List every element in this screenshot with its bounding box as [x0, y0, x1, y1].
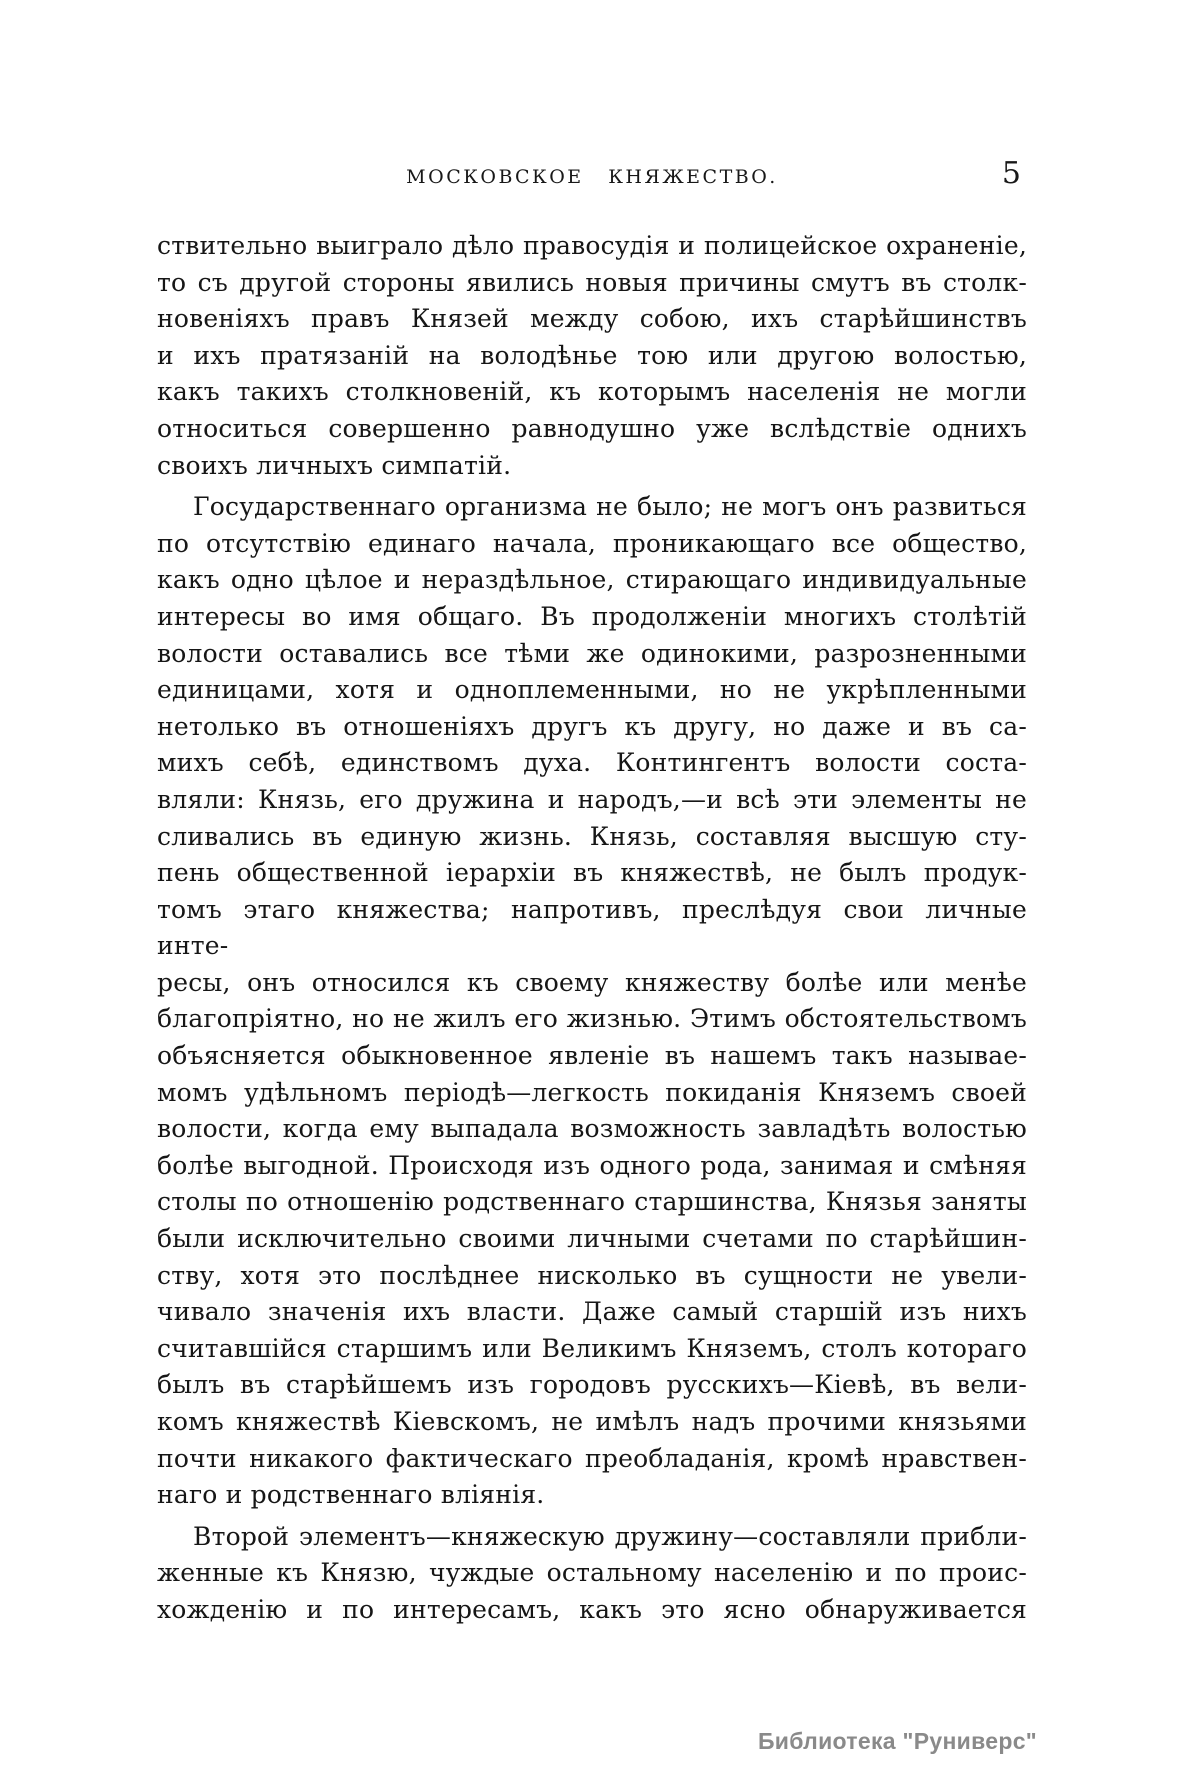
- text-line: по отсутствію единаго начала, проникающаго все общество,: [157, 528, 1027, 558]
- text-line: момъ удѣльномъ періодѣ—легкость покиданія Княземъ своей: [157, 1077, 1027, 1107]
- text-line: интересы во имя общаго. Въ продолженіи многихъ столѣтій: [157, 601, 1027, 631]
- text-line: женные къ Князю, чуждые остальному населенію и по проис-: [157, 1558, 1027, 1588]
- text-line: почти никакого фактическаго преобладанія, кромѣ нравствен-: [157, 1443, 1027, 1473]
- library-watermark: Библиотека "Руниверс": [757, 1728, 1037, 1754]
- text-line: сливались въ единую жизнь. Князь, составляя высшую сту-: [157, 821, 1027, 851]
- text-line: благопріятно, но не жилъ его жизнью. Этимъ обстоятельствомъ: [157, 1004, 1027, 1034]
- text-line: ству, хотя это послѣднее нисколько въ сущности не увели-: [157, 1260, 1027, 1290]
- text-line: Второй элементъ—княжескую дружину—составляли прибли-: [193, 1521, 1027, 1551]
- paragraph: [157, 228, 1027, 484]
- running-title: МОСКОВСКОЕ КНЯЖЕСТВО.: [406, 166, 778, 188]
- text-line: Государственнаго организма не было; не могъ онъ развиться: [193, 492, 1027, 522]
- text-line: вляли: Князь, его дружина и народъ,—и всѣ эти элементы не: [157, 784, 1027, 814]
- text-line: михъ себѣ, единствомъ духа. Контингентъ волости соста-: [157, 748, 1027, 778]
- text-line: ресы, онъ относился къ своему княжеству болѣе или менѣе: [157, 967, 1027, 997]
- text-line: и ихъ пратязаній на володѣнье тою или другою волостью,: [157, 340, 1027, 370]
- text-line: болѣе выгодной. Происходя изъ одного рода, занимая и смѣняя: [157, 1150, 1027, 1180]
- text-line: хожденію и по интересамъ, какъ это ясно обнаруживается: [157, 1594, 1027, 1624]
- text-line: своихъ личныхъ симпатій.: [157, 450, 512, 480]
- text-line: столы по отношенію родственнаго старшинства, Князья заняты: [157, 1187, 1027, 1217]
- text-line: волости оставались все тѣми же одинокими, разрозненными: [157, 638, 1027, 668]
- text-line: наго и родственнаго вліянія.: [157, 1480, 545, 1510]
- text-line: волости, когда ему выпадала возможность завладѣть волостью: [157, 1114, 1027, 1144]
- text-line: былъ въ старѣйшемъ изъ городовъ русскихъ—Кіевѣ, въ вели-: [157, 1370, 1027, 1400]
- paragraph: [157, 1519, 1027, 1629]
- text-line: нетолько въ отношеніяхъ другъ къ другу, но даже и въ са-: [157, 711, 1027, 741]
- text-line: пень общественной іерархіи въ княжествѣ, не былъ продук-: [157, 858, 1027, 888]
- text-line: комъ княжествѣ Кіевскомъ, не имѣлъ надъ прочими князьями: [157, 1407, 1027, 1436]
- text-line: чивало значенія ихъ власти. Даже самый старшій изъ нихъ: [157, 1297, 1027, 1327]
- text-line: то съ другой стороны явились новыя причины смутъ въ столк-: [157, 267, 1027, 297]
- text-line: относиться совершенно равнодушно уже вслѣдствіе однихъ: [157, 413, 1027, 443]
- text-line: томъ этаго княжества; напротивъ, преслѣдуя свои личные инте-: [157, 894, 1027, 961]
- text-line: ствительно выиграло дѣло правосудія и полицейское охраненіе,: [157, 231, 1027, 260]
- text-block: [157, 228, 1027, 1629]
- text-line: единицами, хотя и одноплеменными, но не укрѣпленными: [157, 675, 1027, 705]
- page-number: 5: [1001, 156, 1021, 191]
- text-line: новеніяхъ правъ Князей между собою, ихъ старѣйшинствъ: [157, 304, 1027, 334]
- text-line: объясняется обыкновенное явленіе въ нашемъ такъ называе-: [157, 1041, 1027, 1071]
- page-header: [157, 158, 1027, 198]
- text-line: считавшійся старшимъ или Великимъ Княземъ, столъ котораго: [157, 1333, 1027, 1363]
- text-line: были исключительно своими личными счетами по старѣйшин-: [157, 1224, 1027, 1254]
- text-line: какъ одно цѣлое и нераздѣльное, стирающаго индивидуальные: [157, 565, 1027, 595]
- paragraph: [157, 489, 1027, 1514]
- text-line: какъ такихъ столкновеній, къ которымъ населенія не могли: [157, 377, 1027, 407]
